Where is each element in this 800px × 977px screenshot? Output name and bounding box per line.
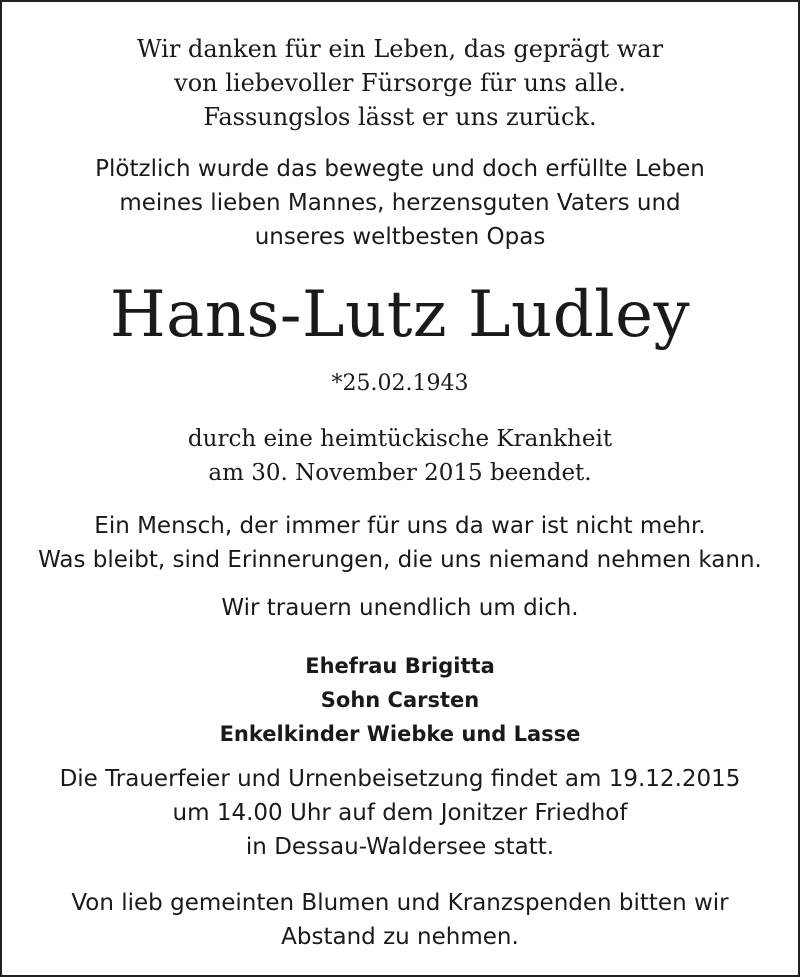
person-text bbox=[2, 509, 798, 577]
service-line: um 14.00 Uhr auf dem Jonitzer Friedhof bbox=[172, 800, 628, 826]
mourning-text: Wir trauern unendlich um dich. bbox=[221, 595, 579, 621]
flowers-line: Abstand zu nehmen. bbox=[281, 924, 519, 950]
illness-line: durch eine heimtückische Krankheit bbox=[187, 426, 613, 452]
family-member: Sohn Carsten bbox=[320, 688, 480, 712]
sudden-line: meines lieben Mannes, herzensguten Vaters und bbox=[119, 190, 681, 216]
sudden-line: unseres weltbesten Opas bbox=[254, 224, 546, 250]
illness-line: am 30. November 2015 beendet. bbox=[208, 460, 592, 486]
family-member: Enkelkinder Wiebke und Lasse bbox=[219, 722, 581, 746]
flowers-line: Von lieb gemeinten Blumen und Kranzspenden bitten wir bbox=[71, 890, 729, 916]
service-line: in Dessau-Waldersee statt. bbox=[245, 834, 555, 860]
sudden-line: Plötzlich wurde das bewegte und doch erfüllte Leben bbox=[95, 156, 705, 182]
illness-text bbox=[2, 422, 798, 490]
person-line: Was bleibt, sind Erinnerungen, die uns niemand nehmen kann. bbox=[38, 547, 762, 573]
service-line: Die Trauerfeier und Urnenbeisetzung findet am 19.12.2015 bbox=[59, 766, 741, 792]
flowers-request-text bbox=[2, 886, 798, 954]
deceased-name: Hans-Lutz Ludley bbox=[109, 278, 691, 352]
intro-line: Fassungslos lässt er uns zurück. bbox=[203, 103, 597, 131]
intro-line: von liebevoller Fürsorge für uns alle. bbox=[174, 69, 626, 97]
funeral-service-text bbox=[2, 762, 798, 864]
intro-line: Wir danken für ein Leben, das geprägt war bbox=[136, 35, 664, 63]
sudden-death-text bbox=[2, 152, 798, 254]
intro-text bbox=[2, 32, 798, 134]
family-signatures bbox=[2, 649, 798, 751]
person-line: Ein Mensch, der immer für uns da war ist nicht mehr. bbox=[94, 513, 706, 539]
birth-date: *25.02.1943 bbox=[331, 371, 469, 396]
family-member: Ehefrau Brigitta bbox=[305, 654, 495, 678]
